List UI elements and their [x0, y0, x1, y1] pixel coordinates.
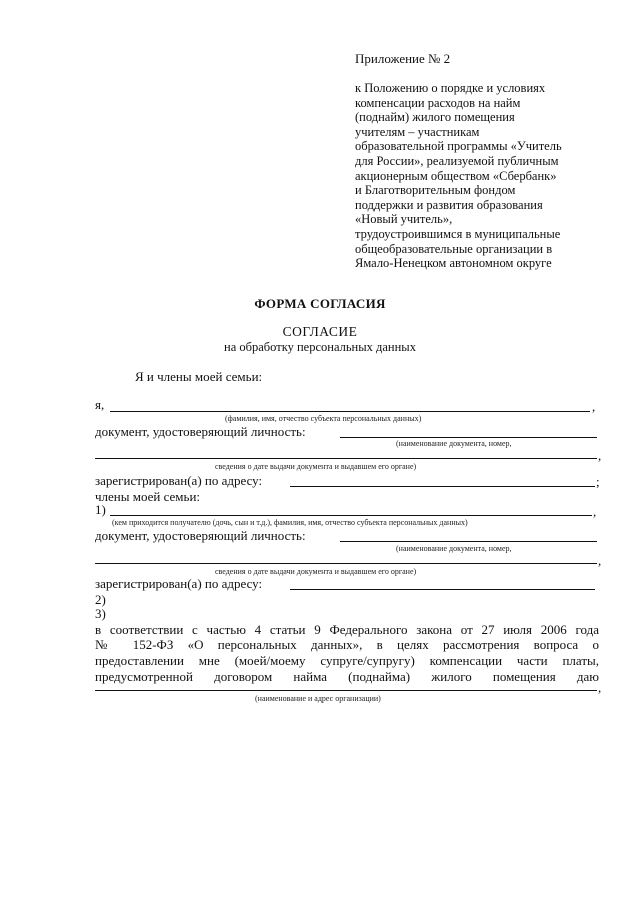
id-doc-field[interactable] — [340, 437, 597, 438]
id-issue-hint-2: сведения о дате выдачи документа и выдавшем его органе) — [215, 567, 417, 576]
appendix-line: Ямало-Ненецком автономном округе — [355, 256, 552, 271]
appendix-line: акционерным обществом «Сбербанк» — [355, 168, 557, 183]
appendix-line: трудоустроившимся в муниципальные — [355, 226, 561, 241]
id-doc-hint-2: (наименование документа, номер, — [396, 544, 512, 553]
member-1-field[interactable] — [110, 515, 592, 516]
id-issue-field[interactable] — [95, 458, 597, 459]
member-1-number: 1) — [95, 502, 106, 517]
member-1-comma: , — [593, 504, 597, 519]
appendix-line: для России», реализуемой публичным — [355, 153, 559, 168]
id-doc-label: документ, удостоверяющий личность: — [95, 424, 306, 439]
appendix-line: «Новый учитель», — [355, 212, 453, 227]
appendix-line: учителям – участникам — [355, 124, 480, 139]
id-doc-label-2: документ, удостоверяющий личность: — [95, 528, 306, 543]
family-label: члены моей семьи: — [95, 489, 201, 504]
appendix-block — [355, 52, 615, 271]
appendix-line: к Положению о порядке и условиях — [355, 81, 546, 95]
paragraph-line: предоставлении мне (моей/моему супруге/супругу) компенсации части платы, — [95, 653, 599, 668]
consent-heading: СОГЛАСИЕ — [282, 324, 358, 339]
member-2-number: 2) — [95, 592, 106, 607]
registered-label-2: зарегистрирован(а) по адресу: — [95, 576, 263, 591]
appendix-line: образовательной программы «Учитель — [355, 139, 562, 154]
organization-comma: , — [598, 680, 602, 695]
consent-subheading: на обработку персональных данных — [224, 340, 416, 354]
subject-prefix: я, — [95, 397, 105, 412]
registered-field[interactable] — [290, 486, 595, 487]
appendix-line: компенсации расходов на найм — [355, 95, 521, 110]
appendix-line: общеобразовательные организации в — [355, 241, 553, 256]
subject-comma: , — [592, 399, 596, 414]
member-hint: (кем приходится получателю (дочь, сын и т.д.), фамилия, имя, отчество субъекта персональных данных) — [112, 518, 468, 527]
id-issue-hint: сведения о дате выдачи документа и выдавшем его органе) — [215, 462, 417, 471]
registered-label: зарегистрирован(а) по адресу: — [95, 473, 263, 488]
registered-field-2[interactable] — [290, 589, 595, 590]
id-doc-hint: (наименование документа, номер, — [396, 439, 512, 448]
subject-hint: (фамилия, имя, отчество субъекта персональных данных) — [225, 414, 422, 423]
id-doc-field-2[interactable] — [340, 541, 597, 542]
organization-hint: (наименование и адрес организации) — [255, 694, 381, 703]
appendix-line: и Благотворительным фондом — [355, 183, 516, 198]
subject-name-field[interactable] — [110, 411, 590, 412]
appendix-line: поддержки и развития образования — [355, 197, 543, 212]
form-title: ФОРМА СОГЛАСИЯ — [254, 296, 386, 311]
paragraph-line: № 152-ФЗ «О персональных данных», в целях рассмотрения вопроса о — [95, 637, 599, 652]
appendix-title: Приложение № 2 — [355, 51, 451, 66]
id-issue-field-2[interactable] — [95, 563, 597, 564]
appendix-line: (поднайм) жилого помещения — [355, 110, 515, 125]
paragraph-line: в соответствии с частью 4 статьи 9 Федерального закона от 27 июля 2006 года — [95, 622, 599, 637]
intro-text: Я и члены моей семьи: — [135, 369, 263, 384]
member-3-number: 3) — [95, 606, 106, 621]
id-issue-comma-2: , — [598, 553, 602, 568]
appendix-lines — [355, 81, 615, 271]
organization-field[interactable] — [95, 690, 597, 691]
paragraph-line: предусмотренной договором найма (поднайма) жилого помещения даю — [95, 669, 599, 684]
registered-semicolon: ; — [596, 474, 600, 489]
id-issue-comma: , — [598, 448, 602, 463]
